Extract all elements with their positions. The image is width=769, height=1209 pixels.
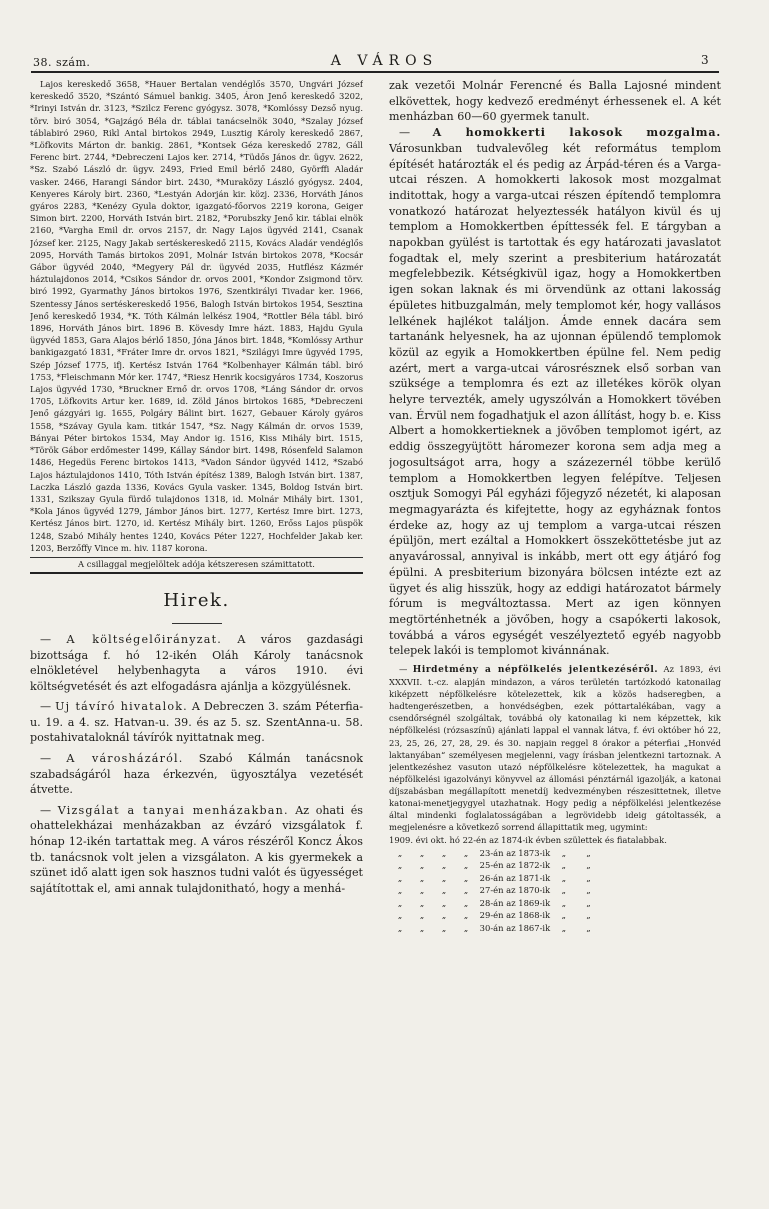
cohort-row: „ „ „ „ 26-án az 1871-ik „ „ bbox=[397, 872, 591, 883]
notice-article: — Hirdetmény a népfölkelés jelentkezéséről. Az 1893, évi XXXVII. t.-cz. alapján mindazon, a város területén tartózkodó katonailag kiképzett népfölkelésre kötelezettek, kik a közös hadseregben, a hadtengerészetben, a honvédségben, ezek póttartalékában, vagy a csendőrségnél szolgáltak, továbbá oly katonailag ki nem képzettek, kik népfölkelési (rózsaszínű) ajánlati lappal el vannak látva, f. évi október hó 22, 23, 25, 26, 27, 28, 29. és 30. napjain reggel 8 órakor a péterfiai „Honvéd laktanyában“ személyesen megjelenni, vagy írásban jelentkezni tartoznak. A jelentkezéshez vasuton utazó népfölkelésre kötelezettek, ha magukat a népfölkelési igazolványi könyvvel az állomási pénztárnál igazolják, a katonai díjszabásban megállapított menetdíj kedvezményben részesittetnek, illetve katonai-menetjegygyel utazhatnak. Hogy pedig a népfölkelési jelentkezése által mindenki foglalatosságában a legrövidebb ideig gátoltassék, a megjelenésre a következő sorrend állapittatik meg, ugymint: bbox=[389, 664, 721, 833]
news-item-body: Az ohati és ohattelekházai menházakban az évzáró vizsgálatok f. hónap 12-ikén tartattak meg. A város részéről Koncz Ákos tb. tanácsnok volt jelen a vizsgálaton. A kis gyermekek a szünet idő alatt igen sok hasznos tudni valót és ügyességet sajátítottak el, ami annak tulajdonitható, hogy a menhá- bbox=[30, 803, 363, 895]
cohort-row: „ „ „ „ 29-én az 1868-ik „ „ bbox=[397, 910, 591, 921]
hirek-title: Hirek. bbox=[163, 589, 230, 611]
news-item-head: Uj távíró hivatalok. bbox=[55, 700, 188, 714]
homokkert-article: — A homokkerti lakosok mozgalma. Városunkban tudvalevőleg két református templom építését határozták el és pedig az Árpád-téren és a Varga-utcai részen. A homokkerti lakosok most mozgalmat inditottak, hogy a varga-utcai részen építendő templomra vonatkozó határozat helyeztessék hatályon kivül és uj templom a Homokkertben építtessék fel. E tárgyban a napokban gyülést is tartottak és egy határozati javaslatot fogadtak el, mely szerint a presbiterium határozatát megfelebbezik. Kétségkivül igaz, hogy a Homokkertben igen sokan laknak és mi örvendünk az ottani lakosság épületes hitbuzgalmán, mely templomot kér, hogy vallásos lelkének hajlékot találjon. Ámde ennek dacára sem tartanánk helyesnek, ha az ujonnan épülendő templomok közül az egyik a Homokkertben épülne fel. Nem pedig azért, mert a varga-utcai városrésznek első sorban van szüksége a templomra és ezt az illetékes körök olyan helyre tervezték, amely ugyszólván a Homokkert tövében van. Érvül nem fogadhatjuk el azon állítást, hogy b. e. Kiss Albert a homokkertieknek a jövőben templomot igért, az eddig összegyüjtött háromezer korona sem adja meg a jogosultságot arra, hogy a százezernél többe kerülő templom a Homokkertben legyen felépítve. Teljesen osztjuk Somogyi Pál egyházi főjegyző nézetét, ki alaposan megmagyarázta és kifejtette, hogy az egyháznak fontos érdeke az, hogy az uj templom a varga-utcai részen épüljön, mert ezáltal a Homokkert összeköttetésbe jut az anyavárossal, annyival is inkább, mert ott egy átjáró fog épülni. A presbiterium bizonyára bölcsen intézte ezt az ügyet és alig hisszük, hogy az eddigi határozatot bármely fórum is megváltoztassa. Mert az igen könnyen megtörténhetnék a jövőben, hogy a csapókerti lakosok, továbbá a város egységét veszélyeztető egyéb nagyobb telepek lakói is templomot kivánnának. bbox=[389, 126, 721, 658]
news-item-head: A költségelőirányzat. bbox=[66, 632, 222, 646]
homokkert-body: Városunkban tudvalevőleg két református templom építését határozták el és pedig az Árpád-téren és a Varga-utcai részen. A homokkerti lakosok most mozgalmat inditottak, hogy a varga-utcai részen építendő templomra vonatkozó határozat helyeztessék hatályon kivül és uj templom a Homokkertben építtessék fel. E tárgyban a napokban gyülést is tartottak és egy határozati javaslatot fogadtak el, mely szerint a presbiterium határozatát megfelebbezik. Kétségkivül igaz, hogy a Homokkertben igen sokan laknak és mi örvendünk az ottani lakosság épületes hitbuzgalmán, mely templomot kér, hogy vallásos lelkének hajlékot találjon. Ámde ennek dacára sem tartanánk helyesnek, ha az ujonnan épülendő templomok közül az egyik a Homokkertben épülne fel. Nem pedig azért, mert a varga-utcai városrésznek első sorban van szüksége a templomra és ezt az illetékes körök olyan helyre tervezték, amely ugyszólván a Homokkert tövében van. Érvül nem fogadhatjuk el azon állítást, hogy b. e. Kiss Albert a homokkertieknek a jövőben templomot igért, az eddig összegyüjtött háromezer korona sem adja meg a jogosultságot arra, hogy a százezernél többe kerülő templom a Homokkertben legyen felépítve. Teljesen osztjuk Somogyi Pál egyházi főjegyző nézetét, ki alaposan megmagyarázta és kifejtette, hogy az egyháznak fontos érdeke az, hogy az uj templom a varga-utcai részen épüljön, mert ezáltal a Homokkert összeköttetésbe jut az anyavárossal, annyival is inkább, mert ott egy átjáró fog épülni. A presbiterium bizonyára bölcsen intézte ezt az ügyet és alig hisszük, hogy az eddigi határozatot bármely fórum is megváltoztassa. Mert az igen könnyen megtörténhetnék a jövőben, hogy a csapókerti lakosok, továbbá a város egységét veszélyeztető egyéb nagyobb telepek lakói is templomot kivánnának. bbox=[389, 141, 721, 658]
taxpayer-footnote: A csillaggal megjelöltek adója kétszeresen számittatott. bbox=[78, 558, 315, 569]
news-item: — Uj távíró hivatalok. A Debreczen 3. szám Péterfia-u. 19. a 4. sz. Hatvan-u. 39. és az 5. sz. SzentAnna-u. 58. postahivataloknál távírók nyittatnak meg. bbox=[30, 700, 363, 745]
notice-body: Az 1893, évi XXXVII. t.-cz. alapján mindazon, a város területén tartózkodó katonailag kiképzett népfölkelésre kötelezettek, kik a közös hadseregben, a hadtengerészetben, a honvédségben, ezek póttartalékában, vagy a csendőrségnél szolgáltak, továbbá oly katonailag ki nem képzettek, kik népfölkelési (rózsaszínű) ajánlati lappal el vannak látva, f. évi október hó 22, 23, 25, 26, 27, 28, 29. és 30. napjain reggel 8 órakor a péterfiai „Honvéd laktanyában“ személyesen megjelenni, vagy írásban jelentkezni tartoznak. A jelentkezéshez vasuton utazó népfölkelésre kötelezettek, ha magukat a népfölkelési igazolványi könyvvel az állomási pénztárnál igazolják, a katonai díjszabásban megállapított menetdíj kedvezményben részesittetnek, illetve katonai-menetjegygyel utazhatnak. Hogy pedig a népfölkelési jelentkezése által mindenki foglalatosságában a legrövidebb ideig gátoltassék, a megjelenésre a következő sorrend állapittatik meg, ugymint: bbox=[389, 664, 721, 833]
left-column bbox=[30, 78, 363, 1169]
cohort-row: „ „ „ „ 27-én az 1870-ik „ „ bbox=[397, 885, 591, 896]
hirek-title-rule bbox=[172, 623, 222, 624]
notice-head: Hirdetmény a népfölkelés jelentkezéséről. bbox=[412, 665, 659, 676]
newspaper-title: A VÁROS bbox=[330, 53, 439, 69]
news-item-head: Vizsgálat a tanyai menházakban. bbox=[57, 803, 289, 817]
cohort-row: „ „ „ „ 30-án az 1867-ik „ „ bbox=[397, 922, 591, 933]
news-item: — A városházáról. Szabó Kálmán tanácsnok szabadságáról haza érkezvén, ügyosztálya vezetését átvette. bbox=[30, 752, 363, 797]
cohort-row: „ „ „ „ 28-án az 1869-ik „ „ bbox=[397, 897, 591, 908]
news-item-head: A városházáról. bbox=[66, 752, 184, 766]
taxpayer-list: Lajos kereskedő 3658, *Hauer Bertalan vendéglős 3570, Ungvári József kereskedő 3520, *Szántó Sámuel bankig. 3405, Áron Jenő kereskedő 3202, *Irinyi István dr. 3123, *Szilcz Ferenc gyógysz. 3078, *Komlóssy Dezső nyug. törv. biró 3054, *Gajzágó Béla dr. táblai tanácselnök 3040, *Szalay József táblabiró 2960, Rikl Antal birtokos 2949, Lusztig Károly kereskedő 2867, *Löfkovits Márton dr. bankig. 2861, *Kontsek Géza kereskedő 2782, Gáll Ferenc birt. 2744, *Debreczeni Lajos ker. 2714, *Tüdős János dr. ügyv. 2622, *Sz. Szabó László dr. ügyv. 2493, Fried Emil bérlő 2480, Györffi Aladár vasker. 2466, Harangi Sándor birt. 2430, *Muraközy László gyógysz. 2404, Kenyeres Károly birt. 2360, *Lestyán Adorján kir. közj. 2336, Horváth János gyáros 2283, *Kenézy Gyula doktor, igazgató-főorvos 2219 korona, Geiger Simon birt. 2200, Horváth István birt. 2182, *Porubszky Jenő kir. táblai elnök 2160, *Vargha Emil dr. orvos 2157, dr. Nagy Lajos ügyvéd 2141, Csanak József ker. 2125, Nagy Jakab sertéskereskedő 2115, Kovács Aladár vendéglős 2095, Horváth Tamás birtokos 2091, Molnár István birtokos 2078, *Kocsár Gábor ügyvéd 2040, *Megyery Pál dr. ügyvéd 2035, Hutflész Kázmér háztulajdonos 2014, *Csikos Sándor dr. orvos 2001, *Kondor Zsigmond törv. biró 1992, Gyarmathy János birtokos 1976, Szentkirályi Tivadar ker. 1966, Szentessy János sertéskereskedő 1956, Balogh István birtokos 1954, Sesztina Jenő kereskedő 1934, *K. Tóth Kálmán lelkész 1904, *Rottler Béla tábl. biró 1896, Horváth János birt. 1896 B. Kövesdy Imre házt. 1883, Hajdu Gyula ügyvéd 1853, Gara Alajos bérlő 1850, Jóna János birt. 1848, *Komlóssy Arthur bankigazgató 1831, *Fráter Imre dr. orvos 1821, *Szilágyi Imre ügyvéd 1795, Szép József 1775, ifj. Kertész István 1764 *Kolbenhayer Kálmán tábl. biró 1753, *Fleischmann Mór ker. 1747, *Riesz Henrik kocsigyáros 1734, Koszorus Lajos ügyvéd 1730, *Bruckner Ernő dr. orvos 1708, *Láng Sándor dr. orvos 1705, Löfkovits Artur ker. 1689, id. Zöld János birtokos 1685, *Debreczeni Jenő gázgyári ig. 1655, Polgáry Bálint birt. 1627, Gebauer Károly gyáros 1558, *Szávay Gyula kam. titkár 1547, *Sz. Nagy Kálmán dr. orvos 1539, Bányai Péter birtokos 1534, May Andor ig. 1516, Kiss Mihály birt. 1515, *Török Gábor erdőmester 1499, Kállay Sándor birt. 1498, Rósenfeld Salamon 1486, Hegedüs Ferenc birtokos 1413, *Vadon Sándor ügyvéd 1412, *Szabó Lajos háztulajdonos 1410, Tóth István építész 1389, Balogh István birt. 1387, Laczka László gazda 1336, Kovács Gyula vasker. 1345, Boldog István birt. 1331, Szikszay Gyula fürdő tulajdonos 1318, id. Molnár Mihály birt. 1301, *Kola János ügyvéd 1279, Jámbor János birt. 1277, Kertész Imre birt. 1273, Kertész János birt. 1270, id. Kertész Mihály birt. 1260, Erőss Lajos püspök 1248, Szabó Mihály hentes 1240, Kovács Péter 1227, Hochfelder Jakab ker. 1203, Berzőffy Vince m. hiv. 1187 korona. bbox=[30, 79, 363, 553]
news-item: — Vizsgálat a tanyai menházakban. Az ohati és ohattelekházai menházakban az évzáró vizsgálatok f. hónap 12-ikén tartattak meg. A város részéről Koncz Ákos tb. tanácsnok volt jelen a vizsgálaton. A kis gyermekek a szünet idő alatt igen sok hasznos tudni valót és ügyességet sajátítottak el, ami annak tulajdonitható, hogy a menhá- bbox=[30, 803, 363, 895]
cohort-row: „ „ „ „ 23-án az 1873-ik „ „ bbox=[397, 847, 591, 858]
right-column bbox=[389, 78, 721, 1169]
news-item-body: A város gazdasági bizottsága f. hó 12-ikén Oláh Károly tanácsnok elnökletével helybenhagyta a város 1910. évi költségvetését és azt elfogadásra ajánlja a közgyülésnek. bbox=[30, 632, 363, 693]
homokkert-head: A homokkerti lakosok mozgalma. bbox=[432, 126, 721, 140]
issue-number: 38. szám. bbox=[33, 56, 91, 69]
news-item-body: Szabó Kálmán tanácsnok szabadságáról haza érkezvén, ügyosztálya vezetését átvette. bbox=[30, 752, 363, 797]
page-number: 3 bbox=[701, 53, 709, 67]
cohort-schedule bbox=[389, 834, 721, 934]
news-item: — A költségelőirányzat. A város gazdasági bizottsága f. hó 12-ikén Oláh Károly tanácsnok elnökletével helybenhagyta a város 1910. évi költségvetését és azt elfogadásra ajánlja a közgyülésnek. bbox=[30, 632, 363, 693]
news-item-body: A Debreczen 3. szám Péterfia-u. 19. a 4. sz. Hatvan-u. 39. és az 5. sz. SzentAnna-u. 58. postahivataloknál távírók nyittatnak meg. bbox=[30, 700, 363, 745]
continued-article: zak vezetői Molnár Ferencné és Balla Lajosné mindent elkövettek, hogy kedvező eredményt érhessenek el. A két menházban 60—60 gyermek tanult. bbox=[389, 79, 721, 124]
header-rule bbox=[31, 71, 719, 73]
section-divider bbox=[30, 572, 363, 574]
cohort-row: 1909. évi okt. hó 22-én az 1874-ik évben születtek és fiatalabbak. bbox=[389, 835, 667, 846]
page-header bbox=[0, 0, 769, 74]
cohort-row: „ „ „ „ 25-én az 1872-ik „ „ bbox=[397, 860, 591, 871]
